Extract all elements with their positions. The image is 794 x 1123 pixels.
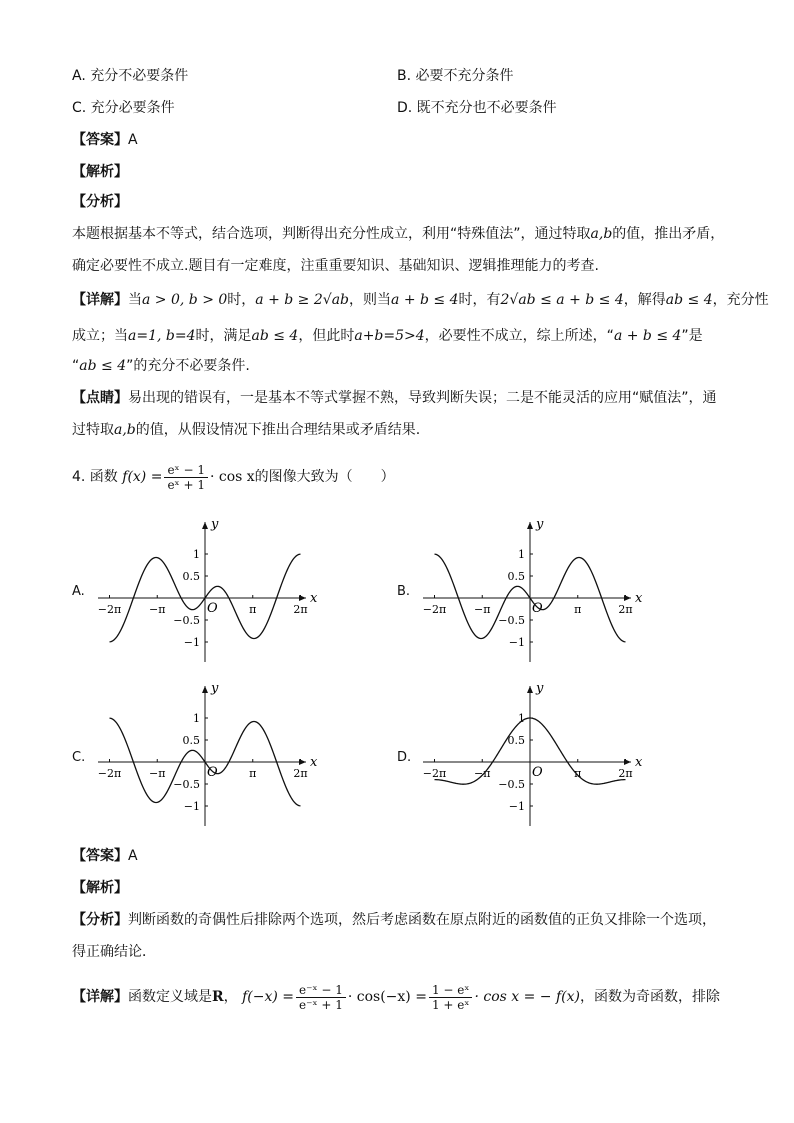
y-tick-label: −1 [183,636,200,649]
y-tick-label: 1 [193,548,200,561]
fenxi-line-1: 本题根据基本不等式，结合选项，判断得出充分性成立，利用“特殊值法”，通过特取a,b的值，推出矛盾， [72,226,725,242]
x-tick-label: π [574,767,582,780]
graph-option-a [70,516,320,668]
q4-xiangjie-line: 【详解】函数定义域是R， f(−x) = $\frac{\text{e⁻ˣ − 1}}{\text{e⁻ˣ + 1}}$ · cos(−x) = $\frac{\text{1 − eˣ}}{\text{1 + eˣ}}$ · cos x = − f(x)，函数为奇函数，排除 [72,982,720,1012]
y-axis-label: y [536,517,544,532]
origin-label: O [207,765,218,780]
y-axis-arrow [202,522,208,529]
y-tick-label: 1 [193,712,200,725]
y-axis-label: y [211,517,219,532]
origin-label: O [207,601,218,616]
option-d: D. 既不充分也不必要条件 [397,100,557,116]
graph-label: A. [72,584,85,599]
x-axis-label: x [310,591,318,606]
option-c: C. 充分必要条件 [72,100,175,116]
answer-line: 【答案】A [72,132,138,148]
x-axis-label: x [310,755,318,770]
y-axis-arrow [527,522,533,529]
dianjing-line-2: 过特取a,b的值，从假设情况下推出合理结果或矛盾结果. [72,422,421,438]
xiangjie-line-2: 成立；当a=1, b=4时，满足ab ≤ 4，但此时a+b=5>4，必要性不成立，综上所述，“a + b ≤ 4”是 [72,328,703,344]
y-axis-label: y [211,681,219,696]
graph-d-svg [395,680,645,832]
y-tick-label: 1 [518,548,525,561]
y-axis-arrow [202,686,208,693]
fenxi-line-2: 确定必要性不成立.题目有一定难度，注重重要知识、基础知识、逻辑推理能力的考查. [72,258,599,274]
x-tick-label: 2π [618,603,633,616]
y-tick-label: 1 [518,712,525,725]
y-tick-label: 0.5 [507,734,525,747]
y-tick-label: −0.5 [173,778,200,791]
x-tick-label: −2π [97,767,122,780]
y-tick-label: −1 [508,636,525,649]
origin-label: O [532,601,543,616]
x-tick-label: −2π [422,767,447,780]
x-tick-label: 2π [293,767,308,780]
fenxi-heading: 【分析】 [72,194,128,210]
graph-option-c [70,680,320,832]
x-axis-label: x [635,755,643,770]
y-tick-label: −0.5 [498,778,525,791]
y-tick-label: −0.5 [498,614,525,627]
y-axis-arrow [527,686,533,693]
x-tick-label: π [574,603,582,616]
x-tick-label: 2π [618,767,633,780]
x-tick-label: π [249,767,257,780]
dianjing-line-1: 【点睛】易出现的错误有，一是基本不等式掌握不熟，导致判断失误；二是不能灵活的应用“赋值法”，通 [72,390,717,406]
q4-fenxi-line-1: 【分析】判断函数的奇偶性后排除两个选项，然后考虑函数在原点附近的函数值的正负又排除一个选项， [72,912,716,928]
y-axis-label: y [536,681,544,696]
x-tick-label: −π [474,767,491,780]
graph-option-d [395,680,645,832]
x-tick-label: 2π [293,603,308,616]
graph-c-svg [70,680,320,832]
x-tick-label: −π [474,603,491,616]
xiangjie-line-3: “ab ≤ 4”的充分不必要条件. [72,358,250,374]
q4-fraction-1: $\frac{\text{e⁻ˣ − 1}}{\text{e⁻ˣ + 1}}$ [296,983,346,1012]
y-tick-label: 0.5 [182,570,200,583]
q4-fenxi-line-2: 得正确结论． [72,944,156,960]
question-4-stem: 4. 函数 f(x) = $\frac{\text{eˣ − 1}}{\text{eˣ + 1}}$ · cos x的图像大致为（ ） [72,462,395,492]
x-tick-label: −π [149,767,166,780]
y-tick-label: −0.5 [173,614,200,627]
y-tick-label: −1 [183,800,200,813]
y-tick-label: 0.5 [507,570,525,583]
graph-option-b [395,516,645,668]
option-a: A. 充分不必要条件 [72,68,189,84]
graph-label: B. [397,584,411,599]
x-axis-label: x [635,591,643,606]
y-tick-label: 0.5 [182,734,200,747]
q4-answer-line: 【答案】A [72,848,138,864]
graph-a-svg [70,516,320,668]
q4-jiexi-heading: 【解析】 [72,880,128,896]
origin-label: O [532,765,543,780]
xiangjie-line-1: 【详解】当a > 0, b > 0时，a + b ≥ 2√ab，则当a + b ≤ 4时，有2√ab ≤ a + b ≤ 4，解得ab ≤ 4，充分性 [72,292,769,308]
x-tick-label: π [249,603,257,616]
x-tick-label: −2π [422,603,447,616]
x-tick-label: −π [149,603,166,616]
jiexi-heading: 【解析】 [72,164,128,180]
graph-b-svg [395,516,645,668]
option-b: B. 必要不充分条件 [397,68,514,84]
graph-label: D. [397,750,412,765]
graph-label: C. [72,750,86,765]
y-tick-label: −1 [508,800,525,813]
x-tick-label: −2π [97,603,122,616]
q4-fraction-2: $\frac{\text{1 − eˣ}}{\text{1 + eˣ}}$ [429,983,473,1012]
question-4-fraction: $\frac{\text{eˣ − 1}}{\text{eˣ + 1}}$ [164,463,208,492]
